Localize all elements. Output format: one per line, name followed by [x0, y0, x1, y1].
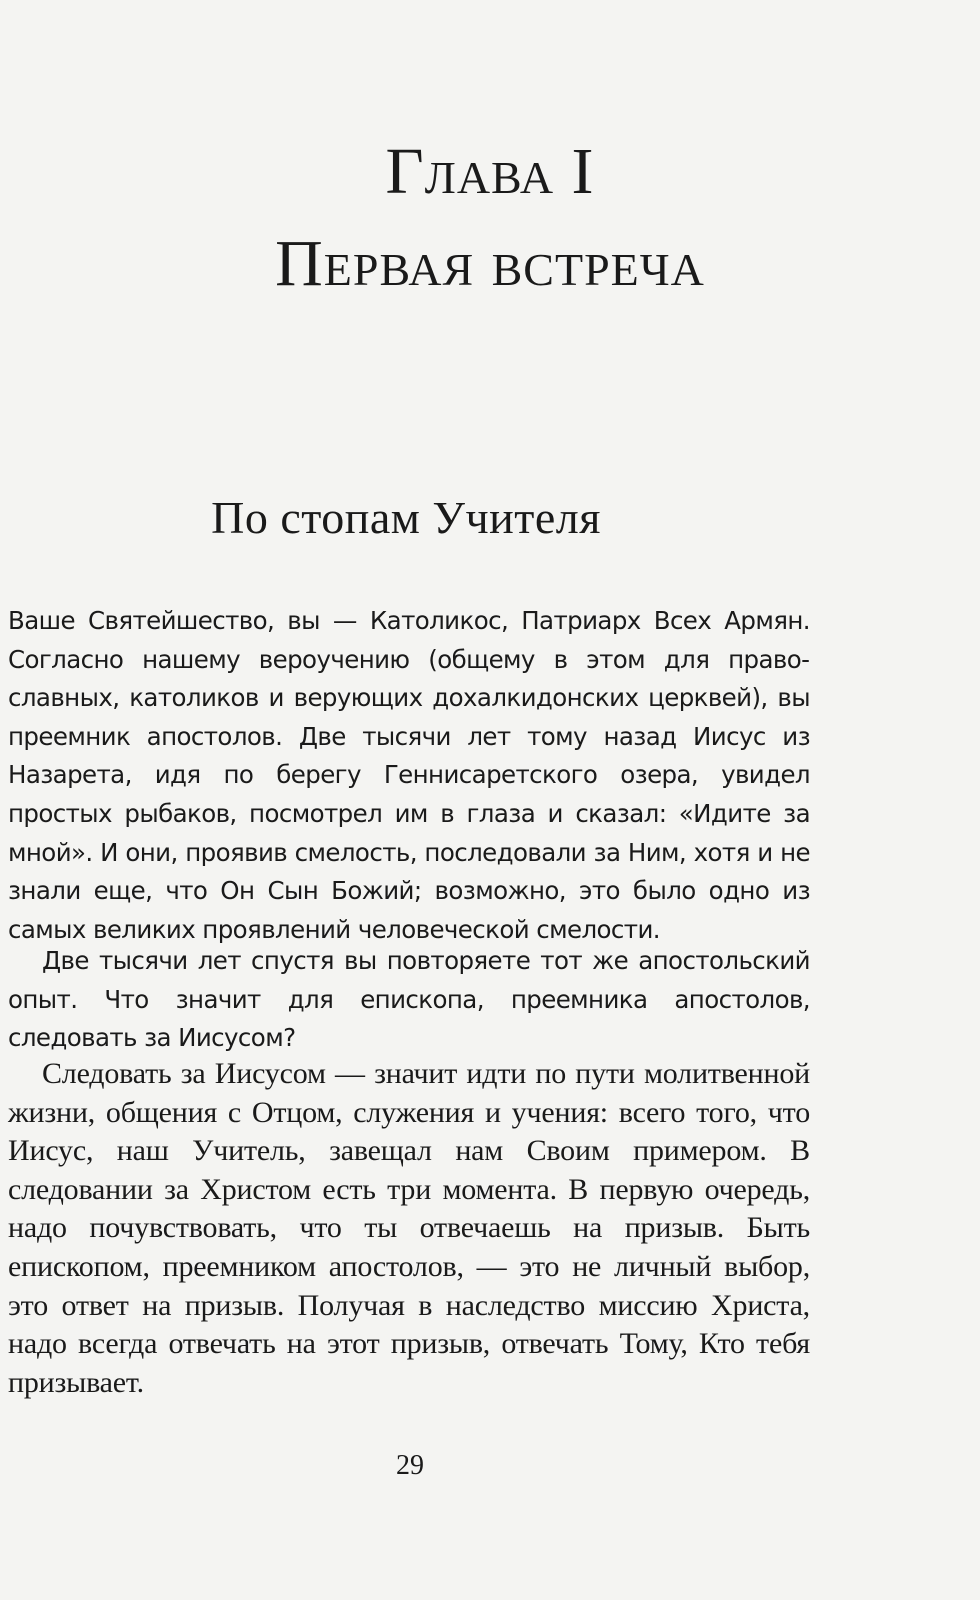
interview-answer-paragraph: Следовать за Иисусом — значит идти по пути молитвенной жизни, общения с Отцом, служения и учения: всего того, что Иисус, наш Учитель, завещал нам Своим примером. В следовании за Христом есть три момента. В первую очередь, надо почувствовать, что ты отвечаешь на призыв. Быть епископом, преемником апостолов, — это не личный выбор, это ответ на призыв. Получая в наследство миссию Христа, надо всегда отвечать на этот призыв, отвечать Тому, Кто тебя призывает. [8, 1057, 810, 1399]
section-title: По стопам Учителя [211, 492, 601, 543]
chapter-title: Первая встреча [275, 227, 705, 300]
chapter-number: Глава I [385, 135, 595, 208]
page-number: 29 [396, 1450, 424, 1481]
interview-question-paragraph: Две тысячи лет спустя вы повторяете тот же апостольский опыт. Что значит для епископа, преемника апостолов, следовать за Иисусом? [8, 946, 810, 1053]
interview-question-paragraph: Ваше Святейшество, вы — Католикос, Патриарх Всех Армян. Согласно нашему вероучению (общему в этом для православных, католиков и верующих дохалкидонских церквей), вы преемник апостолов. Две тысячи лет тому назад Иисус из Назарета, идя по берегу Геннисаретского озера, увидел простых рыбаков, посмотрел им в глаза и сказал: «Идите за мной». И они, проявив смелость, последовали за Ним, хотя и не знали еще, что Он Сын Божий; возможно, это было одно из самых великих проявлений человеческой смелости. [8, 606, 810, 944]
